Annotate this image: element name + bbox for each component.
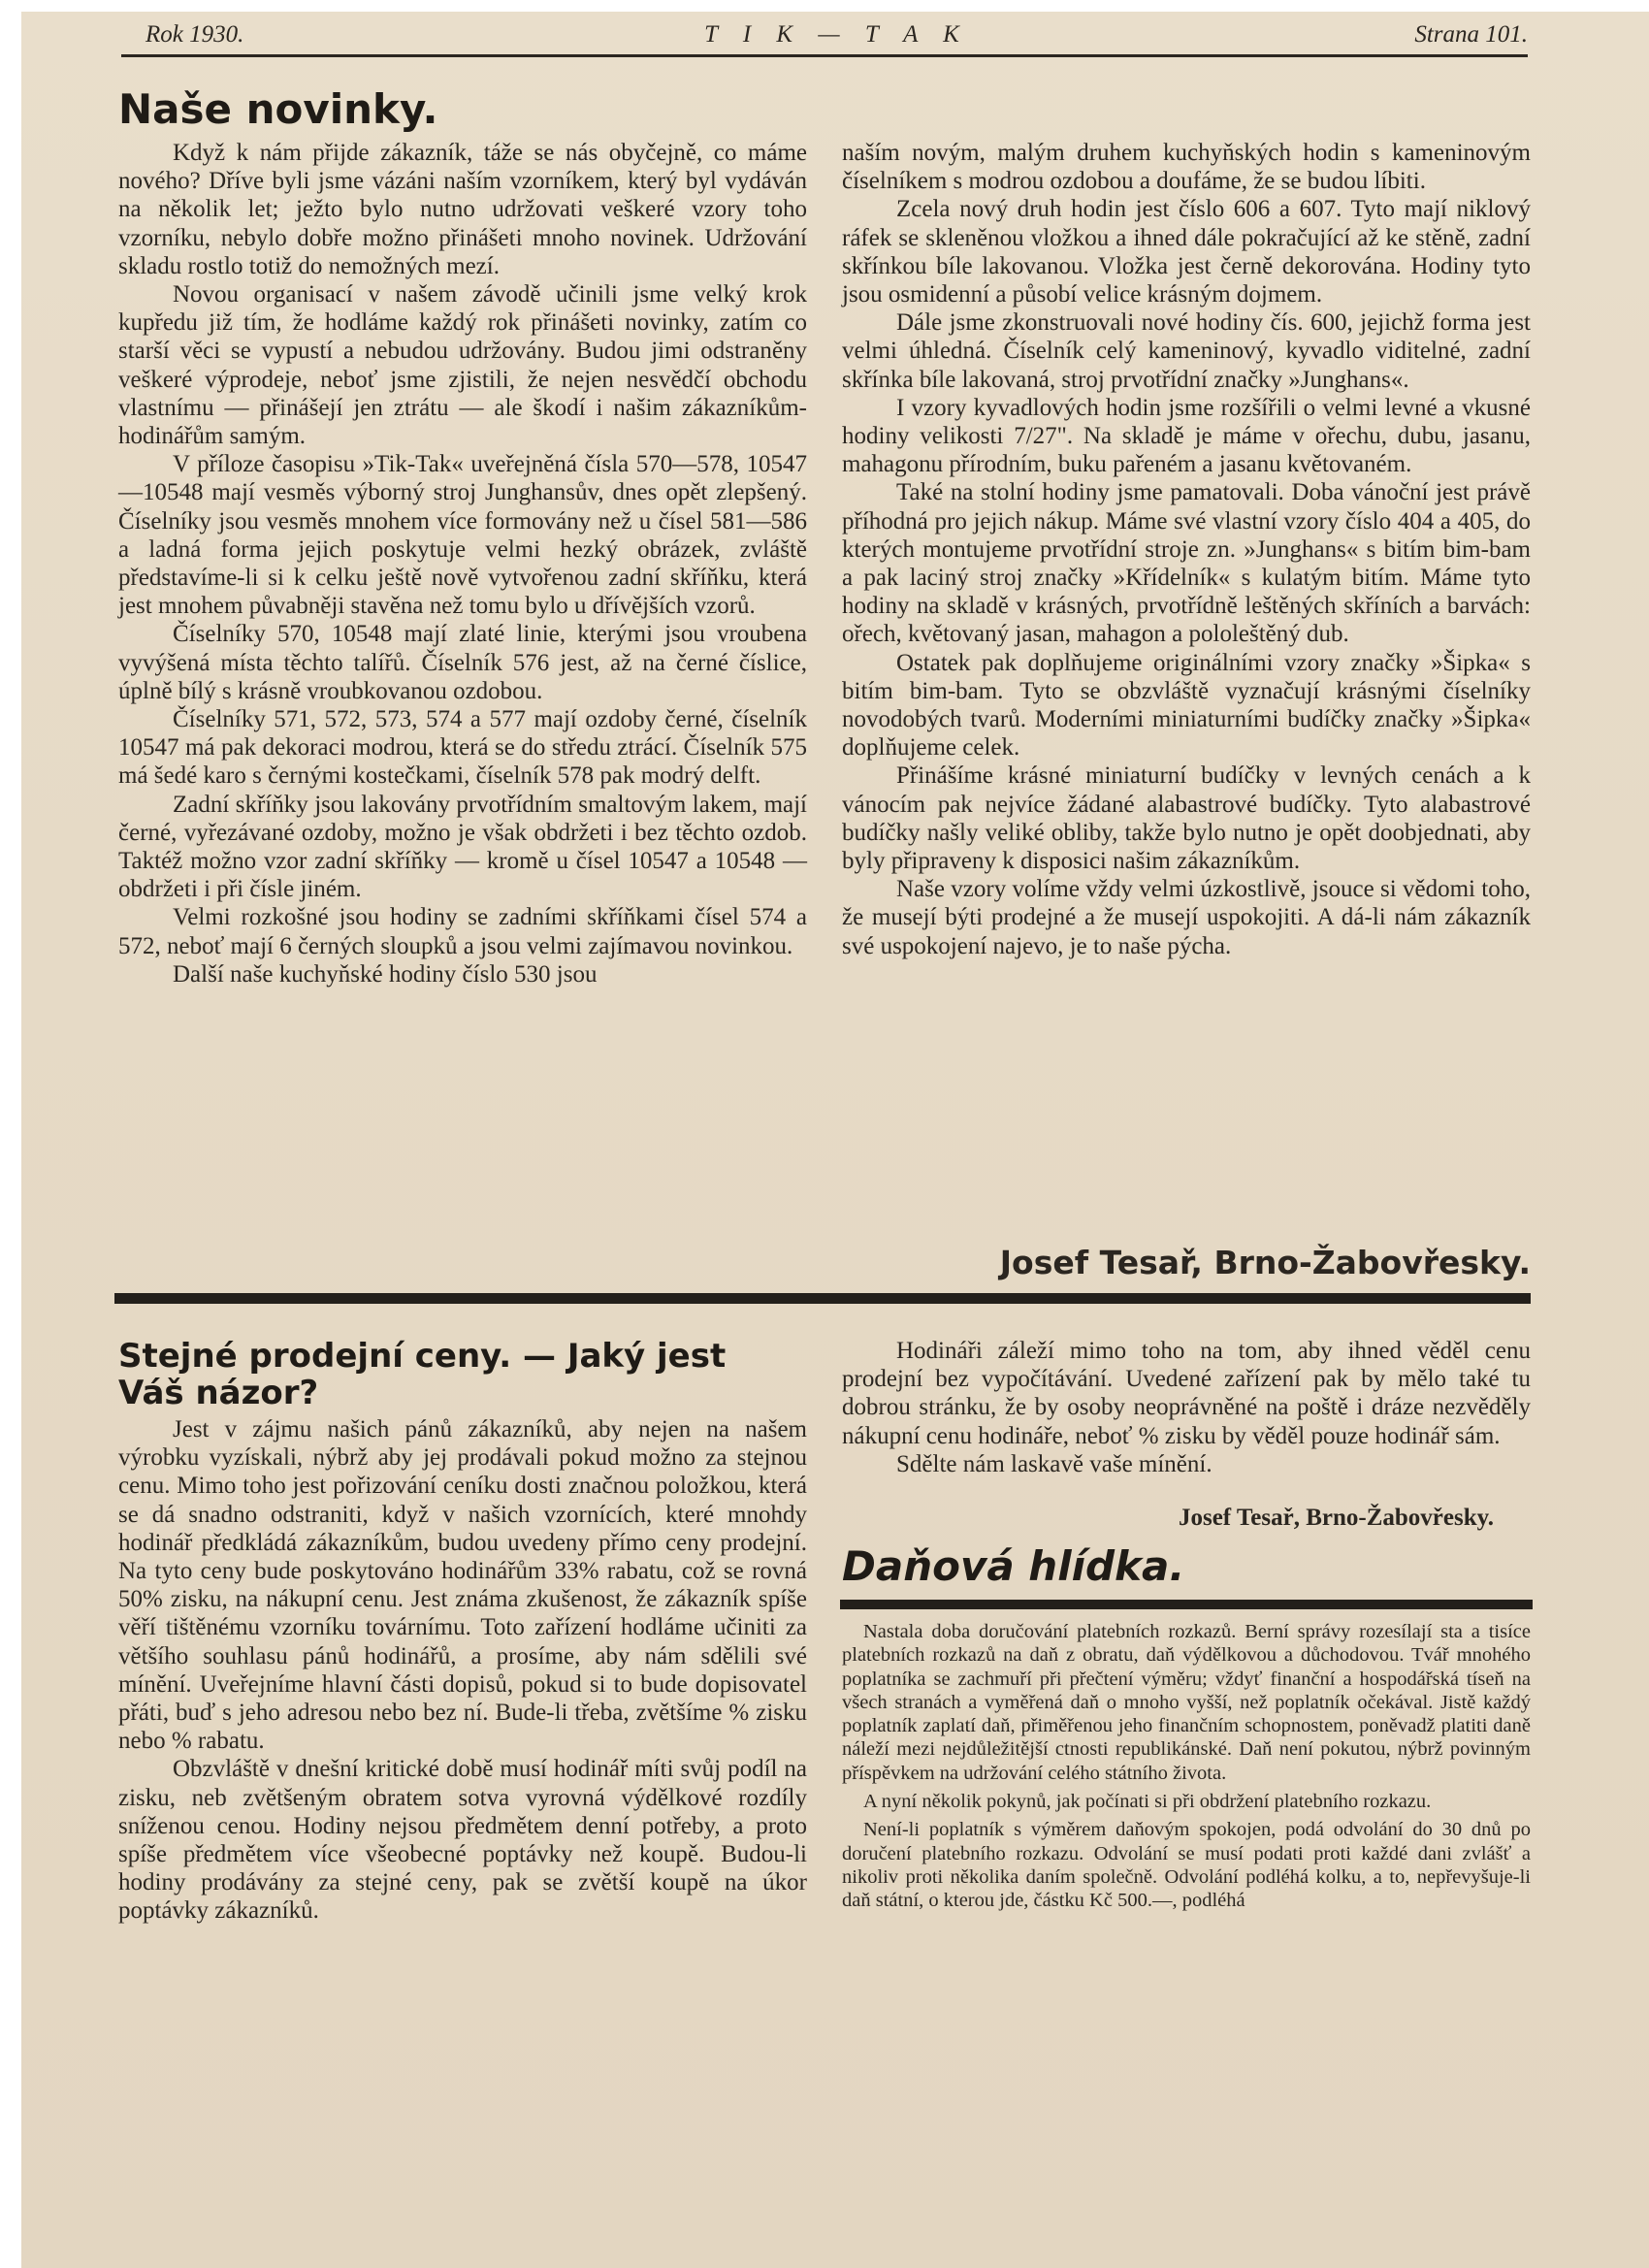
paragraph: Naše vzory volíme vždy velmi úzkostlivě, jsouce si vědomi toho, že musejí býti prodejné a že musejí uspokojiti. A dá-li nám zákazník své uspokojení najevo, je to naše pýcha.	[842, 876, 1531, 959]
article-column-left	[118, 1415, 807, 1926]
paragraph: V příloze časopisu »Tik-Tak« uveřejněná čísla 570—578, 10547—10548 mají vesměs výborný stroj Junghansův, dnes opět zlepšený. Číselníky jsou vesměs mnohem více formovány než u čísel 581—586 a ladná forma jejich poskytuje velmi hezký obrázek, zvláště představíme-li si k celku ještě nově vytvořenou zadní skříňku, která jest mnohem půvabněji stavěna než tomu bylo u dřívějších vzorů.	[118, 451, 807, 620]
article-column-left	[118, 139, 807, 988]
article-column-right	[842, 1337, 1531, 1478]
paragraph: Obzvláště v dnešní kritické době musí hodinář míti svůj podíl na zisku, neb zvětšeným obratem sotva vyrovná výdělkové rozdíly sníženou cenou. Hodiny nejsou předmětem denní potřeby, a proto spíše předmětem více všeobecné poptávky než koupě. Budou-li hodiny prodávány za stejné ceny, pak se zvětší koupě na úkor poptávky zákazníků.	[118, 1756, 807, 1925]
running-head	[146, 21, 1528, 58]
section-title-rule	[840, 1600, 1533, 1609]
article-title	[118, 1338, 726, 1411]
article-signature: Josef Tesař, Brno-Žabovřesky.	[1178, 1505, 1494, 1531]
paragraph: Dále jsme zkonstruovali nové hodiny čís. 600, jejichž forma jest velmi úhledná. Číselník celý kameninový, kyvadlo viditelné, zadní skřínka bíle lakovaná, stroj prvotřídní značky »Junghans«.	[842, 309, 1531, 393]
paragraph: A nyní několik pokynů, jak počínati si při obdržení platebního rozkazu.	[863, 1791, 1432, 1813]
article-signature: Josef Tesař, Brno-Žabovřesky.	[999, 1244, 1531, 1281]
paragraph: Ostatek pak doplňujeme originálními vzory značky »Šipka« s bitím bim-bam. Tyto se obzvláště vyznačují krásnými číselníky novodobých tvarů. Moderními miniaturními budíčky značky »Šipka« doplňujeme celek.	[842, 649, 1531, 761]
paragraph: Jest v zájmu našich pánů zákazníků, aby nejen na našem výrobku vyzískali, nýbrž aby jej prodávali pokud možno za stejnou cenu. Mimo toho jest pořizování ceníku dosti značnou položkou, která se dá snadno odstraniti, když v našich vzornících, které mnohdy hodinář předkládá zákazníkům, budou uvedeny přímo ceny prodejní. Na tyto ceny bude poskytováno hodinářům 33% rabatu, což se rovná 50% zisku, na nákupní cenu. Jest známa zkušenost, že zákazník spíše věří tištěnému vzorníku továrnímu. Toto zařízení hodláme učiniti za většího souhlasu pánů hodinářů, a prosíme, aby nám sdělili své mínění. Uveřejníme hlavní části dopisů, pokud si to bude dopisovatel přáti, buď s jeho adresou nebo bez ní. Bude-li třeba, zvětšíme % zisku nebo % rabatu.	[118, 1416, 807, 1755]
paragraph: Hodináři záleží mimo toho na tom, aby ihned věděl cenu prodejní bez vypočítávání. Uvedené zařízení pak by mělo také tu dobrou stránku, že by osoby neoprávněné na poště i dráze nezvěděly nákupní cenu hodináře, neboť % zisku by věděl pouze hodinář sám.	[842, 1338, 1531, 1449]
paragraph: Nastala doba doručování platebních rozkazů. Berní správy rozesílají sta a tisíce platebních rozkazů na daň z obratu, daň výdělkovou a důchodovou. Tvář mnohého poplatníka se zachmuří při přečtení výměru; vždyť finanční a hospodářská tíseň na všech stranách a vyměřená daň o mnoho vyšší, než poplatník očekával. Jistě každý poplatník zaplatí daň, přiměřenou jeho finančním schopnostem, poněvadž platiti daně náleží mezi nejdůležitější ctnosti republikánské. Daň není pokutou, nýbrž povinným příspěvkem na udržování celého státního života.	[842, 1621, 1531, 1784]
paragraph: Sdělte nám laskavě vaše mínění.	[896, 1450, 1212, 1477]
paragraph: Novou organisací v našem závodě učinili jsme velký krok kupředu již tím, že hodláme každý rok přinášeti novinky, zatím co starší věci se vypustí a nebudou udržovány. Budou jimi odstraněny veškeré výprodeje, neboť jsme zjistili, že nejen nesvědčí obchodu vlastnímu — přinášejí jen ztrátu — ale škodí i našim zákazníkům-hodinářům samým.	[118, 281, 807, 450]
paragraph: Velmi rozkošné jsou hodiny se zadními skříňkami čísel 574 a 572, neboť mají 6 černých sloupků a jsou velmi zajímavou novinkou.	[118, 904, 807, 959]
paragraph: Zcela nový druh hodin jest číslo 606 a 607. Tyto mají niklový ráfek se skleněnou vložkou a ihned dále pokračující až ke stěně, zadní skřínkou bíle lakovanou. Vložka jest černě dekorována. Hodiny tyto jsou osmidenní a působí velice krásným dojmem.	[842, 196, 1531, 308]
year-label: Rok 1930.	[146, 21, 244, 48]
paragraph: Zadní skříňky jsou lakovány prvotřídním smaltovým lakem, mají černé, vyřezávané ozdoby, možno je však obdržeti i bez těchto ozdob. Taktéž možno vzor zadní skříňky — kromě u čísel 10547 a 10548 — obdržeti i při čísle jiném.	[118, 791, 807, 903]
title-line: Stejné prodejní ceny. — Jaký jest	[118, 1337, 727, 1376]
paragraph: Také na stolní hodiny jsme pamatovali. Doba vánoční jest právě příhodná pro jejich nákup. Máme své vlastní vzory číslo 404 a 405, do kterých montujeme prvotřídní stroje zn. »Junghans« s bitím bim-bam a pak laciný stroj značky »Křídelník« s kulatým bitím. Máme tyto hodiny na skladě v krásných, prvotřídně leštěných skříních a barvách: ořech, květovaný jasan, mahagon a pololeštěný dub.	[842, 479, 1531, 648]
paragraph: Není-li poplatník s výměrem daňovým spokojen, podá odvolání do 30 dnů po doručení platebního rozkazu. Odvolání se musí podati proti každé dani zvlášť a nikoliv proti několika daním společně. Odvolání podléhá kolku, a to, nepřevyšuje-li daň státní, o kterou jde, částku Kč 500.—, podléhá	[842, 1819, 1531, 1912]
paragraph: Přinášíme krásné miniaturní budíčky v levných cenách a k vánocím pak nejvíce žádané alabastrové budíčky. Tyto alabastrové budíčky našly veliké obliby, takže bylo nutno je opět doobjednati, aby byly připraveny k disposici našim zákazníkům.	[842, 762, 1531, 875]
title-line: Váš názor?	[118, 1374, 319, 1412]
section-divider	[114, 1293, 1531, 1304]
paragraph: naším novým, malým druhem kuchyňských hodin s kameninovým číselníkem s modrou ozdobou a doufáme, že se budou líbiti.	[842, 140, 1531, 195]
paragraph: Číselníky 571, 572, 573, 574 a 577 mají ozdoby černé, číselník 10547 má pak dekoraci modrou, která se do středu ztrácí. Číselník 575 má šedé karo s černými kostečkami, číselník 578 pak modrý delft.	[118, 706, 807, 790]
page-number: Strana 101.	[1414, 21, 1528, 48]
header-rule	[121, 54, 1528, 57]
article-column	[842, 1620, 1531, 1918]
paragraph: I vzory kyvadlových hodin jsme rozšířili o velmi levné a vkusné hodiny velikosti 7/27". Na skladě je máme v ořechu, dubu, jasanu, mahagonu přírodním, buku pařeném a jasanu květovaném.	[842, 394, 1531, 478]
article-title: Naše novinky.	[118, 85, 438, 133]
publication-title: T I K — T A K	[704, 21, 969, 48]
article-column-right	[842, 139, 1531, 960]
paragraph: Další naše kuchyňské hodiny číslo 530 jsou	[173, 960, 598, 988]
paragraph: Číselníky 570, 10548 mají zlaté linie, kterými jsou vroubena vyvýšená místa těchto talířů. Číselník 576 jest, až na černé číslice, úplně bílý s krásně vroubkovanou ozdobou.	[118, 621, 807, 704]
article-title: Daňová hlídka.	[842, 1542, 1185, 1590]
paragraph: Když k nám přijde zákazník, táže se nás obyčejně, co máme nového? Dříve byli jsme vázáni naším vzorníkem, který byl vydáván na několik let; ježto bylo nutno udržovati veškeré vzory toho vzorníku, nebylo dobře možno přinášeti mnoho novinek. Udržování skladu rostlo totiž do nemožných mezí.	[118, 140, 807, 279]
